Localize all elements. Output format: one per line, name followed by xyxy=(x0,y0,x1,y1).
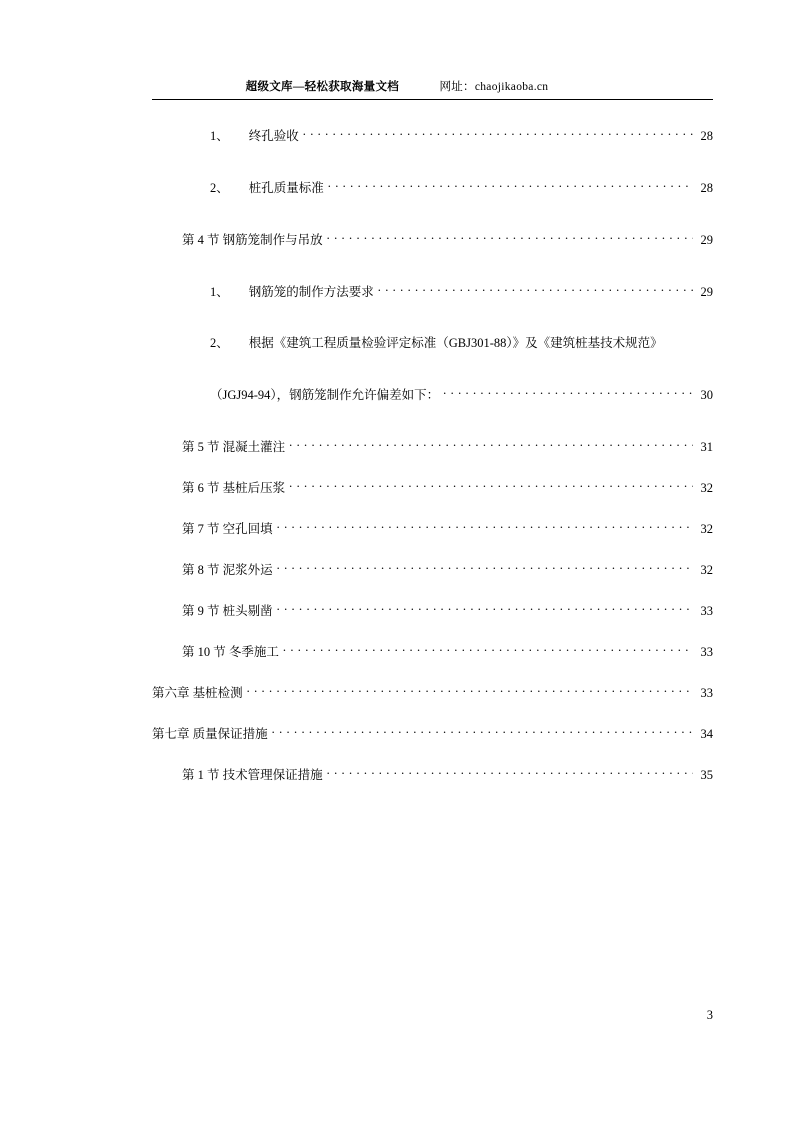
toc-entry-label xyxy=(152,725,268,743)
toc-entry-text: 第 7 节 空孔回填 xyxy=(182,522,273,536)
toc-entry-label xyxy=(210,386,439,404)
toc-entry-label xyxy=(182,520,273,538)
toc-entry-number: 2、 xyxy=(210,336,229,350)
toc-entry[interactable] xyxy=(210,126,713,145)
toc-entry-label xyxy=(182,602,273,620)
toc-entry-page-number: 35 xyxy=(700,768,713,782)
toc-entry-text: 第 10 节 冬季施工 xyxy=(182,645,279,659)
table-of-contents xyxy=(152,126,713,806)
toc-entry-label xyxy=(182,766,323,784)
toc-entry-text: 第六章 基桩检测 xyxy=(152,686,243,700)
toc-entry-text: 第 9 节 桩头剔凿 xyxy=(182,604,273,618)
toc-entry[interactable] xyxy=(152,724,713,743)
toc-entry-number: 1、 xyxy=(210,285,229,299)
toc-entry-label xyxy=(182,479,285,497)
toc-entry-page-number: 33 xyxy=(700,686,713,700)
toc-entry[interactable] xyxy=(182,230,713,249)
toc-entry-page-number: 30 xyxy=(700,388,713,402)
toc-entry[interactable] xyxy=(210,178,713,197)
toc-leader-dots xyxy=(303,126,693,140)
toc-entry[interactable] xyxy=(152,683,713,702)
toc-leader-dots xyxy=(247,683,693,697)
toc-entry-continuation xyxy=(210,334,713,352)
toc-entry[interactable] xyxy=(182,601,713,620)
toc-entry-page-number: 29 xyxy=(700,285,713,299)
toc-entry-text: 第 1 节 技术管理保证措施 xyxy=(182,768,323,782)
toc-entry[interactable] xyxy=(182,765,713,784)
toc-leader-dots xyxy=(443,385,693,399)
header-url: 网址：chaojikaoba.cn xyxy=(439,81,549,93)
toc-entry-page-number: 28 xyxy=(700,129,713,143)
toc-leader-dots xyxy=(328,178,693,192)
toc-entry-text: 终孔验收 xyxy=(248,129,299,143)
toc-entry-text: 第 8 节 泥浆外运 xyxy=(182,563,273,577)
toc-entry-page-number: 34 xyxy=(700,727,713,741)
toc-entry-page-number: 32 xyxy=(700,481,713,495)
toc-leader-dots xyxy=(289,437,693,451)
toc-entry-text: （JGJ94-94），钢筋笼制作允许偏差如下： xyxy=(210,388,440,402)
toc-entry-number: 1、 xyxy=(210,129,229,143)
toc-entry-page-number: 29 xyxy=(700,233,713,247)
toc-entry-page-number: 32 xyxy=(700,522,713,536)
toc-entry-label xyxy=(152,684,243,702)
toc-entry-label xyxy=(182,231,323,249)
toc-leader-dots xyxy=(283,642,693,656)
toc-entry[interactable] xyxy=(182,478,713,497)
toc-entry-label xyxy=(182,438,285,456)
header-title: 超级文库—轻松获取海量文档 xyxy=(245,81,400,93)
toc-entry-text: 第 6 节 基桩后压浆 xyxy=(182,481,286,495)
toc-leader-dots xyxy=(378,282,693,296)
toc-entry[interactable] xyxy=(182,519,713,538)
toc-entry-text: 第 4 节 钢筋笼制作与吊放 xyxy=(182,233,323,247)
toc-entry[interactable] xyxy=(210,385,713,404)
toc-entry-label xyxy=(210,283,374,301)
page-folio: 3 xyxy=(706,1008,713,1022)
toc-leader-dots xyxy=(277,519,693,533)
toc-leader-dots xyxy=(327,765,693,779)
toc-entry[interactable] xyxy=(182,560,713,579)
toc-entry-text: 桩孔质量标准 xyxy=(248,181,324,195)
toc-entry[interactable] xyxy=(210,282,713,301)
toc-entry-text: 第七章 质量保证措施 xyxy=(152,727,268,741)
toc-leader-dots xyxy=(272,724,693,738)
toc-entry-page-number: 31 xyxy=(700,440,713,454)
header-divider xyxy=(152,99,713,100)
toc-entry-page-number: 32 xyxy=(700,563,713,577)
toc-leader-dots xyxy=(277,601,693,615)
toc-entry[interactable] xyxy=(182,437,713,456)
toc-entry-text: 第 5 节 混凝土灌注 xyxy=(182,440,286,454)
toc-entry-page-number: 33 xyxy=(700,645,713,659)
toc-entry-label xyxy=(210,127,299,145)
toc-entry-number: 2、 xyxy=(210,181,229,195)
toc-leader-dots xyxy=(327,230,693,244)
page-header xyxy=(152,78,642,94)
toc-entry-label: 根据《建筑工程质量检验评定标准（GBJ301-88）》及《建筑桩基技术规范》 xyxy=(248,336,663,350)
toc-entry-label xyxy=(182,643,279,661)
toc-leader-dots xyxy=(289,478,693,492)
toc-leader-dots xyxy=(277,560,693,574)
toc-entry-text: 钢筋笼的制作方法要求 xyxy=(248,285,374,299)
toc-entry-page-number: 28 xyxy=(700,181,713,195)
toc-entry[interactable] xyxy=(182,642,713,661)
toc-entry-label xyxy=(182,561,273,579)
toc-entry-label xyxy=(210,179,324,197)
toc-entry-page-number: 33 xyxy=(700,604,713,618)
